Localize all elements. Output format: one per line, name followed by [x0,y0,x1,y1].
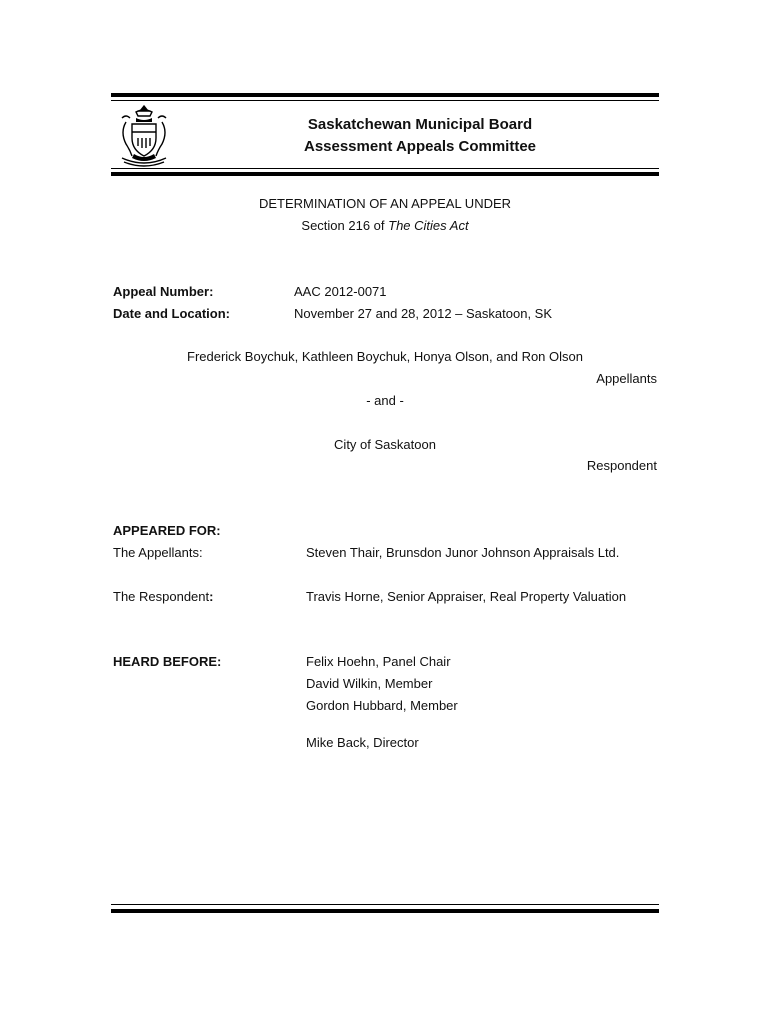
header-top-rule-thick [111,93,659,97]
committee-name: Assessment Appeals Committee [303,138,537,155]
footer-rule-thick [111,909,659,913]
appellants-label: Appellants [596,371,657,386]
determination-line1: DETERMINATION OF AN APPEAL UNDER [258,196,512,211]
panel-member: David Wilkin, Member [306,676,433,691]
coat-of-arms-icon [116,102,172,168]
appellants-names: Frederick Boychuk, Kathleen Boychuk, Honya Olson, and Ron Olson [187,349,583,364]
header-bottom-rule-thin [111,168,659,169]
date-location-label: Date and Location: [113,306,231,321]
appeared-for-heading: APPEARED FOR: [113,523,221,538]
respondent-rep-colon: : [209,589,214,604]
determination-line2 [235,218,535,233]
appeal-number-label: Appeal Number: [113,284,214,299]
org-name: Saskatchewan Municipal Board [307,116,533,133]
respondent-rep-label [113,589,213,604]
act-name: The Cities Act [388,218,469,233]
header-bottom-rule-thick [111,172,659,176]
header-top-rule-thin [111,100,659,101]
respondent-label: Respondent [586,458,657,473]
respondent-rep-value: Travis Horne, Senior Appraiser, Real Property Valuation [306,589,627,604]
director: Mike Back, Director [306,735,419,750]
respondent-name: City of Saskatoon [334,437,436,452]
respondent-rep-label-text: The Respondent [113,589,210,604]
date-location-value: November 27 and 28, 2012 – Saskatoon, SK [294,306,553,321]
appellants-rep-label: The Appellants: [113,545,203,560]
and-separator: - and - [366,393,404,408]
section-text: Section 216 of [301,218,389,233]
panel-member: Felix Hoehn, Panel Chair [306,654,451,669]
appeal-number-value: AAC 2012-0071 [294,284,387,299]
footer-rule-thin [111,904,659,905]
appellants-rep-value: Steven Thair, Brunsdon Junor Johnson Appraisals Ltd. [306,545,620,560]
heard-before-heading: HEARD BEFORE: [113,654,222,669]
panel-member: Gordon Hubbard, Member [306,698,458,713]
